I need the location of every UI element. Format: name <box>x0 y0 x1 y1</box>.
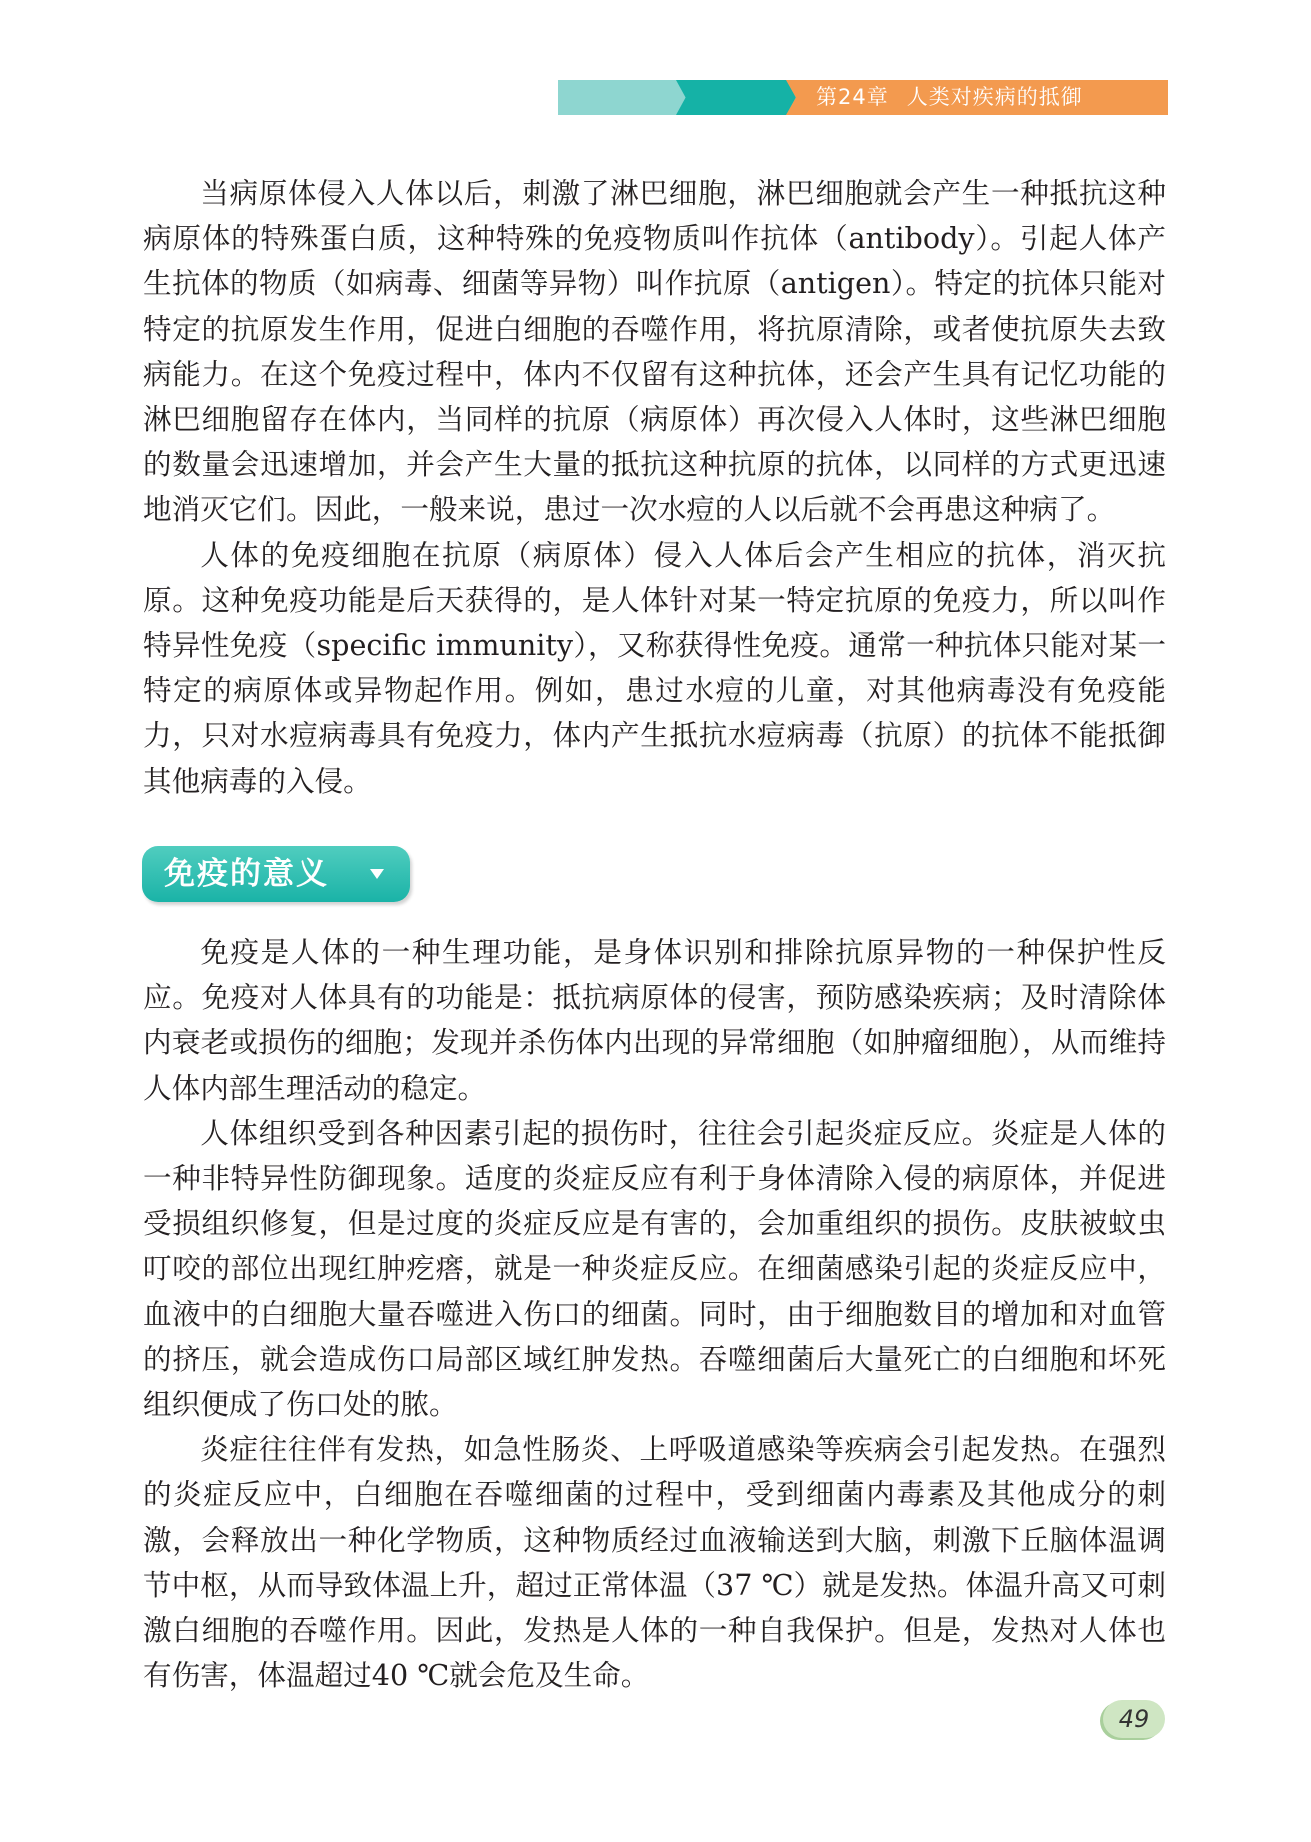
paragraph: 免疫是人体的一种生理功能，是身体识别和排除抗原异物的一种保护性反应。免疫对人体具有的功能是：抵抗病原体的侵害，预防感染疾病；及时清除体内衰老或损伤的细胞；发现并杀伤体内出现的异常细胞（如肿瘤细胞），从而维持人体内部生理活动的稳定。 <box>143 935 1166 1105</box>
chapter-header-band <box>558 80 1168 115</box>
section-heading-badge <box>142 846 410 902</box>
paragraph: 炎症往往伴有发热，如急性肠炎、上呼吸道感染等疾病会引起发热。在强烈的炎症反应中，白细胞在吞噬细菌的过程中，受到细菌内毒素及其他成分的刺激，会释放出一种化学物质，这种物质经过血液输送到大脑，刺激下丘脑体温调节中枢，从而导致体温上升，超过正常体温（37 ℃）就是发热。体温升高又可刺激白细胞的吞噬作用。因此，发热是人体的一种自我保护。但是，发热对人体也有伤害，体温超过40 ℃就会危及生命。 <box>143 1432 1166 1693</box>
chapter-name: 人类对疾病的抵御 <box>906 85 1083 109</box>
section-heading: 免疫的意义 <box>164 856 329 892</box>
body-text-bottom <box>143 930 1166 1698</box>
paragraph: 人体组织受到各种因素引起的损伤时，往往会引起炎症反应。炎症是人体的一种非特异性防御现象。适度的炎症反应有利于身体清除入侵的病原体，并促进受损组织修复，但是过度的炎症反应是有害的，会加重组织的损伤。皮肤被蚊虫叮咬的部位出现红肿疙瘩，就是一种炎症反应。在细菌感染引起的炎症反应中，血液中的白细胞大量吞噬进入伤口的细菌。同时，由于细胞数目的增加和对血管的挤压，就会造成伤口局部区域红肿发热。吞噬细菌后大量死亡的白细胞和坏死组织便成了伤口处的脓。 <box>143 1115 1166 1422</box>
header-band-light-segment <box>558 80 686 115</box>
paragraph: 人体的免疫细胞在抗原（病原体）侵入人体后会产生相应的抗体，消灭抗原。这种免疫功能是后天获得的，是人体针对某一特定抗原的免疫力，所以叫作特异性免疫（specific immunity），又称获得性免疫。通常一种抗体只能对某一特定的病原体或异物起作用。例如，患过水痘的儿童，对其他病毒没有免疫能力，只对水痘病毒具有免疫力，体内产生抵抗水痘病毒（抗原）的抗体不能抵御其他病毒的入侵。 <box>143 537 1166 798</box>
body-text-top <box>143 171 1166 804</box>
page-number: 49 <box>1103 1700 1165 1738</box>
paragraph: 当病原体侵入人体以后，刺激了淋巴细胞，淋巴细胞就会产生一种抵抗这种病原体的特殊蛋白质，这种特殊的免疫物质叫作抗体（antibody）。引起人体产生抗体的物质（如病毒、细菌等异物）叫作抗原（antigen）。特定的抗体只能对特定的抗原发生作用，促进白细胞的吞噬作用，将抗原清除，或者使抗原失去致病能力。在这个免疫过程中，体内不仅留有这种抗体，还会产生具有记忆功能的淋巴细胞留存在体内，当同样的抗原（病原体）再次侵入人体时，这些淋巴细胞的数量会迅速增加，并会产生大量的抵抗这种抗原的抗体，以同样的方式更迅速地消灭它们。因此，一般来说，患过一次水痘的人以后就不会再患这种病了。 <box>143 176 1166 527</box>
triangle-down-icon <box>370 869 384 879</box>
chapter-title <box>816 80 1083 115</box>
header-band-teal-arrow <box>676 80 796 115</box>
chapter-number: 第24章 <box>816 85 889 109</box>
